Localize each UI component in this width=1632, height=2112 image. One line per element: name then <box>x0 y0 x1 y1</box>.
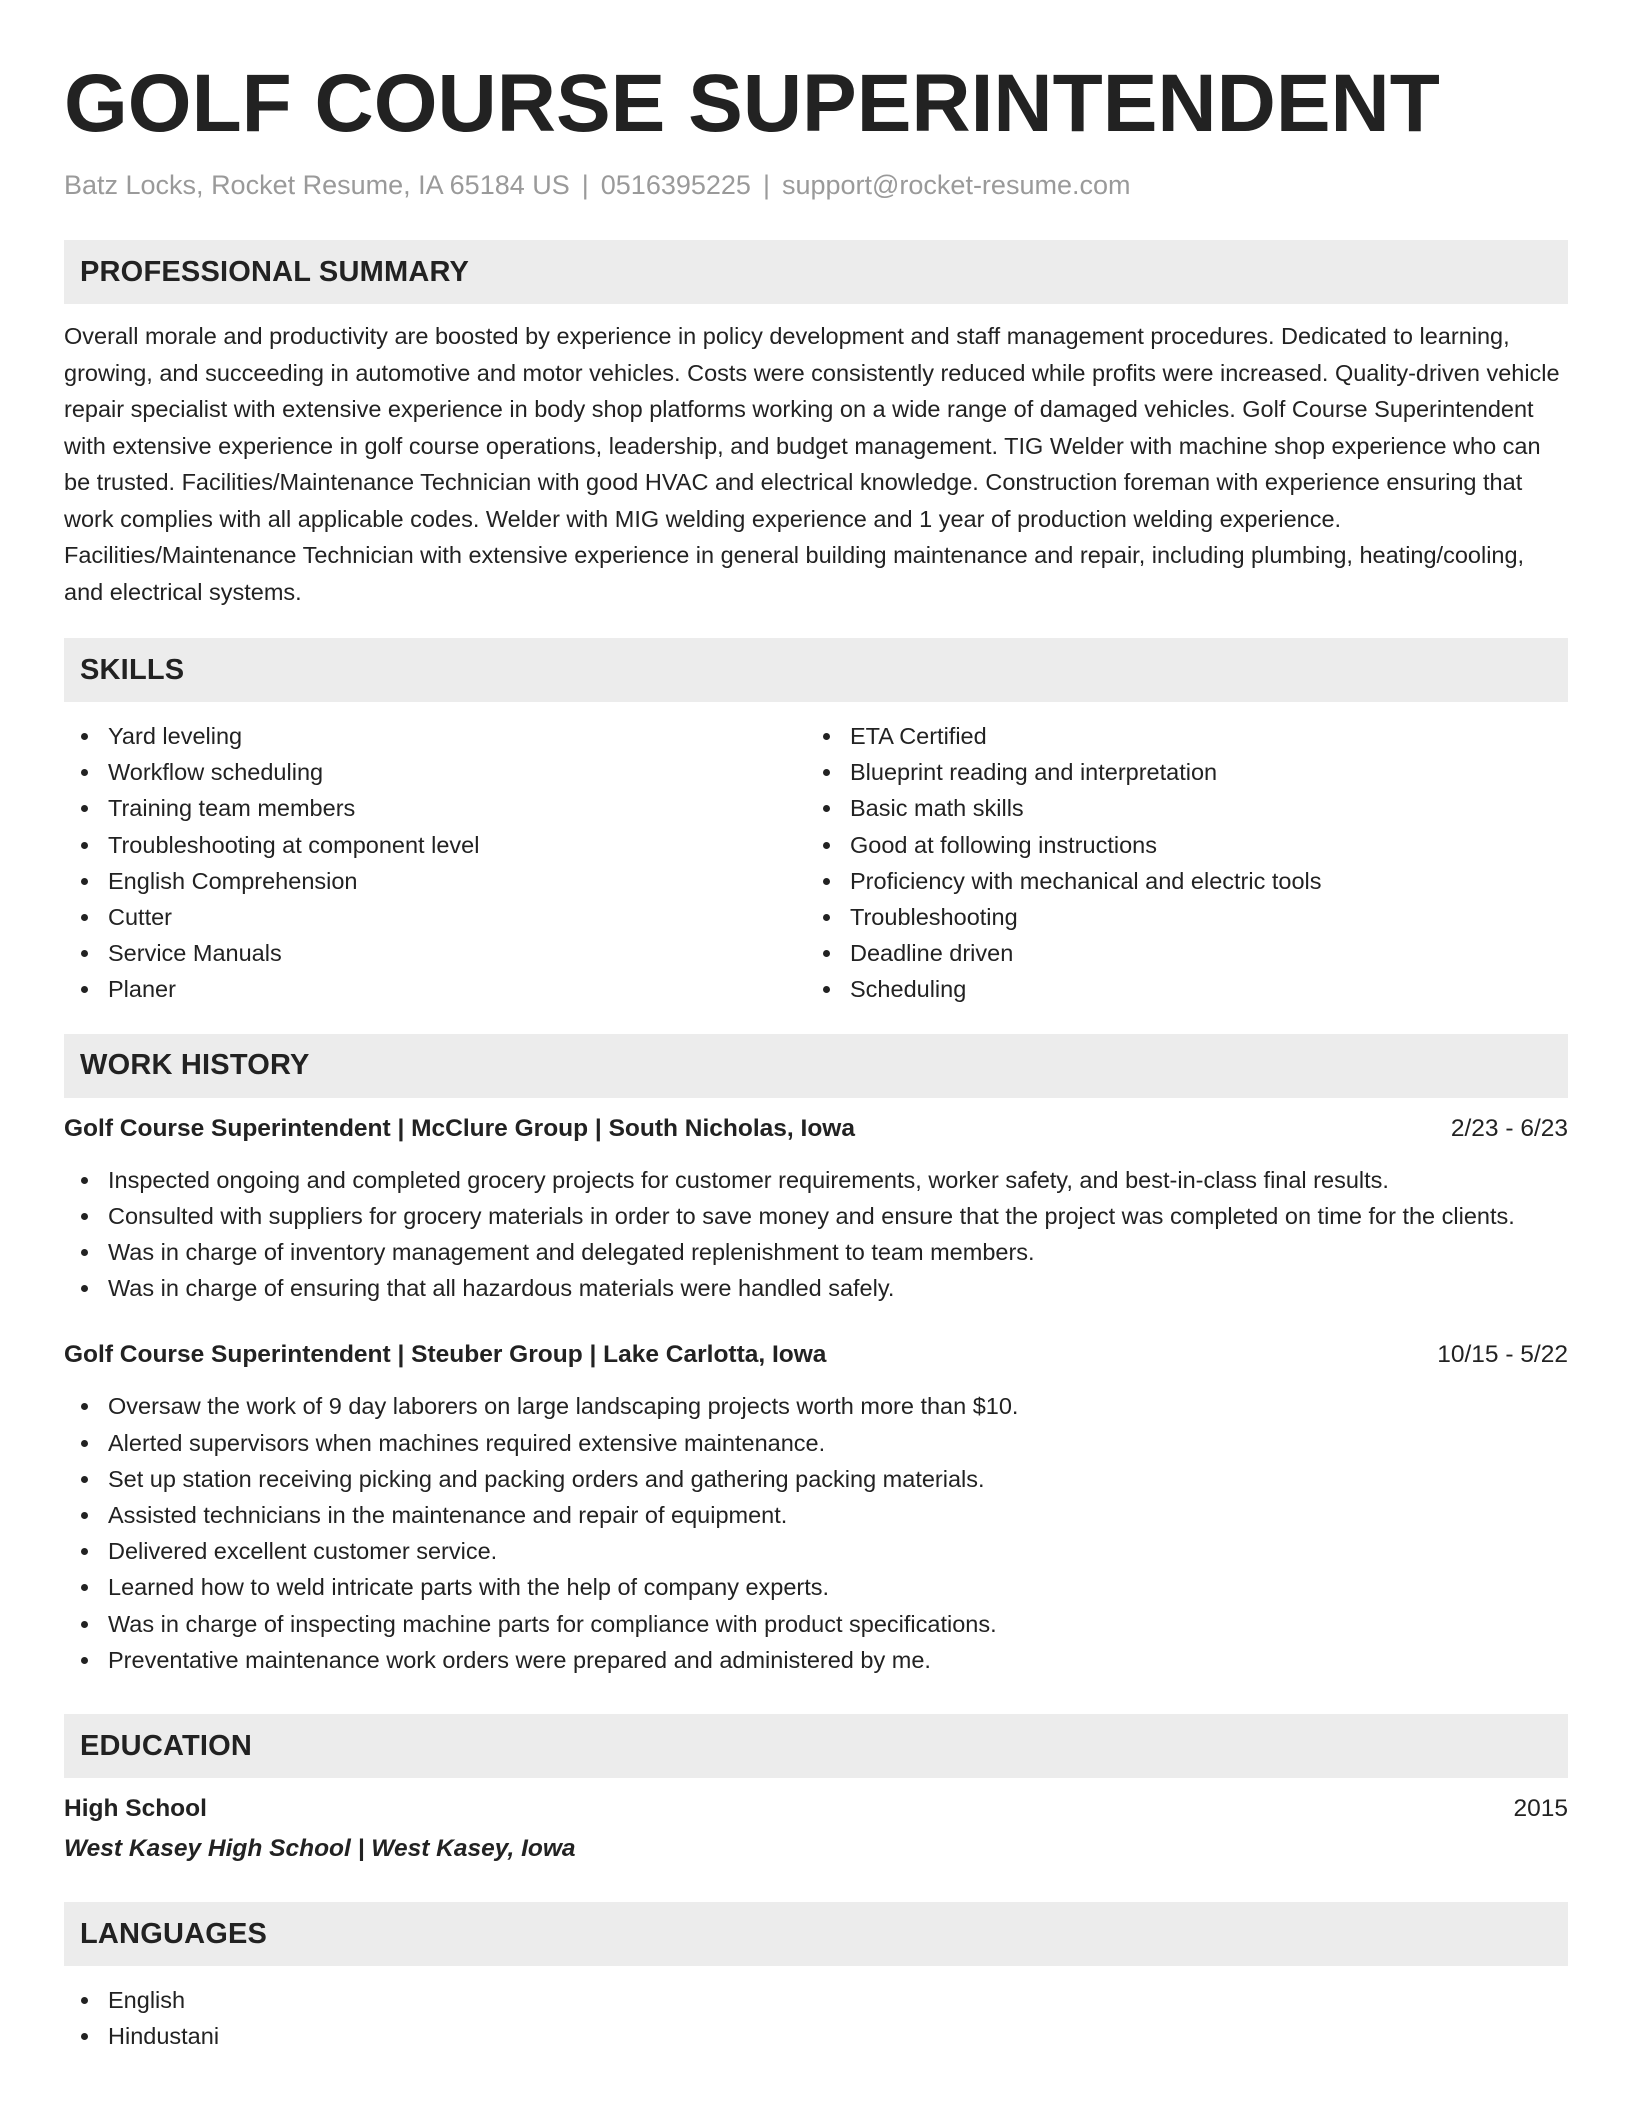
skill-item: Training team members <box>108 790 806 826</box>
job-duty: Was in charge of inventory management and delegated replenishment to team members. <box>108 1234 1568 1270</box>
job-duty: Set up station receiving picking and packing orders and gathering packing materials. <box>108 1461 1568 1497</box>
resume <box>64 58 1568 2054</box>
education-year: 2015 <box>1513 1795 1568 1823</box>
summary-heading: PROFESSIONAL SUMMARY <box>64 240 1568 304</box>
job-header <box>64 1112 1568 1146</box>
skill-item: Proficiency with mechanical and electric tools <box>850 863 1548 899</box>
job-title: Golf Course Superintendent | McClure Group | South Nicholas, Iowa <box>64 1114 855 1142</box>
contact-email: support@rocket-resume.com <box>781 170 1131 200</box>
skills-column-left <box>64 718 806 1008</box>
work-history-heading: WORK HISTORY <box>64 1034 1568 1098</box>
education-degree: High School <box>64 1795 207 1823</box>
languages-list <box>64 1982 1568 2054</box>
summary-text: Overall morale and productivity are boosted by experience in policy development and staff management procedures. Dedicated to learning, growing, and succeeding in automotive and motor vehicles. Costs were consistently reduced while profits were increased. Quality-driven vehicle repair specialist with extensive experience in body shop platforms working on a wide range of damaged vehicles. Golf Course Superintendent with extensive experience in golf course operations, leadership, and budget management. TIG Welder with machine shop experience who can be trusted. Facilities/Maintenance Technician with good HVAC and electrical knowledge. Construction foreman with experience ensuring that work complies with all applicable codes. Welder with MIG welding experience and 1 year of production welding experience. Facilities/Maintenance Technician with extensive experience in general building maintenance and repair, including plumbing, heating/cooling, and electrical systems. <box>64 323 1560 605</box>
language-item: Hindustani <box>108 2018 1568 2054</box>
education-header <box>64 1792 1568 1826</box>
contact-separator: | <box>762 170 770 200</box>
job-dates: 10/15 - 5/22 <box>1437 1341 1568 1369</box>
job-duty: Oversaw the work of 9 day laborers on large landscaping projects worth more than $10. <box>108 1388 1568 1424</box>
skill-item: Troubleshooting at component level <box>108 827 806 863</box>
job-duty: Alerted supervisors when machines required extensive maintenance. <box>108 1425 1568 1461</box>
job-duty: Delivered excellent customer service. <box>108 1533 1568 1569</box>
job-duties <box>64 1162 1568 1307</box>
skill-item: Cutter <box>108 899 806 935</box>
job-duty: Learned how to weld intricate parts with the help of company experts. <box>108 1569 1568 1605</box>
skill-item: Planer <box>108 971 806 1007</box>
skill-item: Troubleshooting <box>850 899 1548 935</box>
skill-item: Workflow scheduling <box>108 754 806 790</box>
skill-item: Service Manuals <box>108 935 806 971</box>
education-entry <box>64 1792 1568 1866</box>
skill-item: Yard leveling <box>108 718 806 754</box>
skill-item: Good at following instructions <box>850 827 1548 863</box>
skill-item: Deadline driven <box>850 935 1548 971</box>
skills-column-right <box>806 718 1548 1008</box>
skills-list <box>64 718 1568 1008</box>
job-duty: Was in charge of inspecting machine parts for compliance with product specifications. <box>108 1606 1568 1642</box>
contact-address: Batz Locks, Rocket Resume, IA 65184 US <box>64 170 570 200</box>
education-school: West Kasey High School | West Kasey, Iowa <box>64 1835 576 1863</box>
job-duty: Inspected ongoing and completed grocery projects for customer requirements, worker safety, and best-in-class final results. <box>108 1162 1568 1198</box>
contact-line <box>64 168 1568 202</box>
skill-item: Basic math skills <box>850 790 1548 826</box>
skills-heading: SKILLS <box>64 638 1568 702</box>
job-entry <box>64 1112 1568 1307</box>
language-item: English <box>108 1982 1568 2018</box>
job-entry <box>64 1338 1568 1678</box>
skill-item: ETA Certified <box>850 718 1548 754</box>
candidate-name: GOLF COURSE SUPERINTENDENT <box>64 58 1440 149</box>
contact-phone: 0516395225 <box>600 170 751 200</box>
job-title: Golf Course Superintendent | Steuber Group | Lake Carlotta, Iowa <box>64 1341 827 1369</box>
skill-item: Scheduling <box>850 971 1548 1007</box>
skill-item: English Comprehension <box>108 863 806 899</box>
job-duty: Was in charge of ensuring that all hazardous materials were handled safely. <box>108 1270 1568 1306</box>
job-dates: 2/23 - 6/23 <box>1450 1114 1568 1142</box>
skill-item: Blueprint reading and interpretation <box>850 754 1548 790</box>
languages-heading: LANGUAGES <box>64 1902 1568 1966</box>
job-duty: Preventative maintenance work orders were prepared and administered by me. <box>108 1642 1568 1678</box>
job-duties <box>64 1388 1568 1678</box>
contact-separator: | <box>581 170 589 200</box>
job-header <box>64 1338 1568 1372</box>
job-duty: Assisted technicians in the maintenance and repair of equipment. <box>108 1497 1568 1533</box>
job-duty: Consulted with suppliers for grocery materials in order to save money and ensure that the project was completed on time for the clients. <box>108 1198 1568 1234</box>
education-heading: EDUCATION <box>64 1714 1568 1778</box>
